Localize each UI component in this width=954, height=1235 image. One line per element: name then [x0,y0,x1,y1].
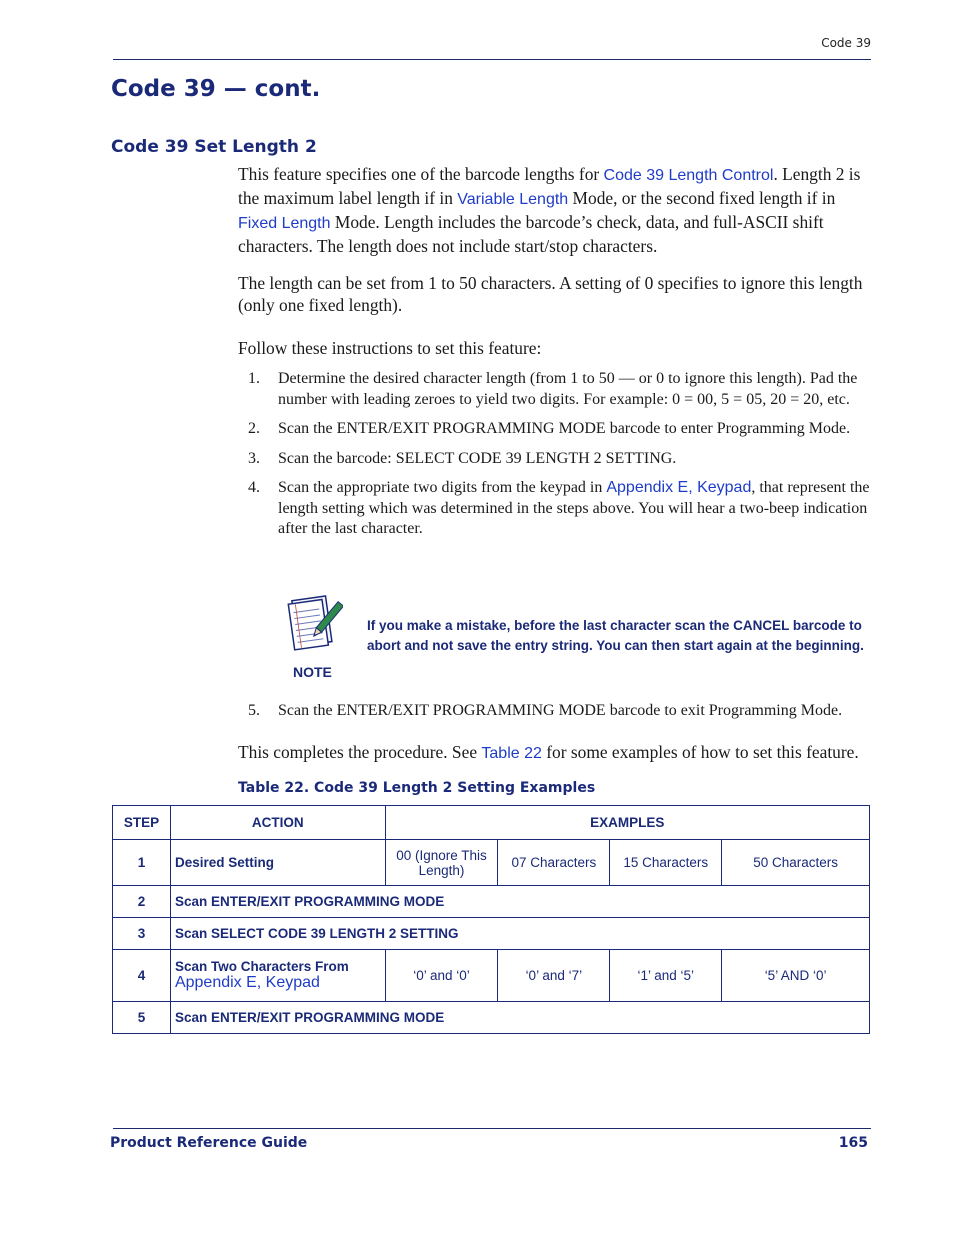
step-text: , that represent the length setting which was determined in the steps above. You will hear a two-beep indication after the last character. [278,479,870,537]
settings-examples-table [112,805,870,1034]
action-cell [170,950,385,1002]
example-cell: ‘0’ and ‘7’ [498,950,610,1002]
intro-text: This feature specifies one of the barcode lengths for [238,164,604,184]
step-item [248,449,870,470]
step-text: Scan the ENTER/EXIT PROGRAMMING MODE barcode to enter Programming Mode. [278,420,851,437]
action-text: Scan Two Characters From [174,959,349,974]
step-text: Determine the desired character length (from 1 to 50 — or 0 to ignore this length). Pad the number with leading zeroes to yield two digits. For example: 0 = 00, 5 = 05, 20 = 20, etc. [278,370,858,408]
example-cell: 07 Characters [498,840,610,886]
step-cell: 4 [113,950,171,1002]
note-text: If you make a mistake, before the last character scan the CANCEL barcode to abort and not save the entry string. You can then start again at the beginning. [367,618,864,653]
action-cell: Scan SELECT CODE 39 LENGTH 2 SETTING [170,918,869,950]
closing-paragraph [238,741,870,765]
section-title: Code 39 Set Length 2 [111,137,317,157]
closing-text: for some examples of how to set this feature. [541,742,859,762]
action-cell: Scan ENTER/EXIT PROGRAMMING MODE [170,1002,869,1034]
table-caption: Table 22. Code 39 Length 2 Setting Examples [238,780,596,796]
table-row [113,950,870,1002]
header-examples: EXAMPLES [385,806,869,840]
step-number: 4. [248,479,260,496]
header-step: STEP [113,806,171,840]
intro-paragraph [238,163,870,257]
table-row [113,918,870,950]
variable-length-link[interactable]: Variable Length [457,191,569,208]
step-number: 3. [248,449,260,467]
example-cell: ‘0’ and ‘0’ [385,950,498,1002]
code39-length-control-link[interactable]: Code 39 Length Control [603,167,774,184]
example-cell: 50 Characters [722,840,870,886]
example-cell: ‘1’ and ‘5’ [610,950,722,1002]
step-number: 5. [248,702,260,719]
table-22-link[interactable]: Table 22 [481,745,542,762]
step-cell: 5 [113,1002,171,1034]
steps-list [248,369,870,549]
intro-text: Mode. Length includes the barcode’s check, data, and full-ASCII shift characters. The length does not include start/stop characters. [238,212,824,256]
action-cell: Scan ENTER/EXIT PROGRAMMING MODE [170,886,869,918]
step-cell: 3 [113,918,171,950]
example-cell: 15 Characters [610,840,722,886]
step-item [248,701,870,722]
length-range-paragraph: The length can be set from 1 to 50 characters. A setting of 0 specifies to ignore this length (only one fixed length). [238,273,863,315]
footer-guide-title: Product Reference Guide [110,1135,308,1151]
fixed-length-link[interactable]: Fixed Length [238,215,331,232]
appendix-e-keypad-table-link[interactable]: Appendix E, Keypad [174,974,320,991]
header-section-label: Code 39 [821,36,871,50]
step-cell: 1 [113,840,171,886]
instructions-intro: Follow these instructions to set this feature: [238,338,542,358]
example-cell: ‘5’ AND ‘0’ [722,950,870,1002]
step-item [248,369,870,410]
step-text: Scan the appropriate two digits from the keypad in [278,479,607,496]
step-number: 2. [248,420,260,437]
intro-text: Mode, or the second fixed length if in [568,188,836,208]
header-rule [113,59,871,60]
intro-text: . Length 2 is the maximum label length if in [238,164,861,208]
table-row [113,840,870,886]
step-text: Scan the barcode: SELECT CODE 39 LENGTH 2 SETTING. [278,449,677,467]
closing-text: This completes the procedure. See [238,742,482,762]
appendix-e-keypad-link[interactable]: Appendix E, Keypad [606,479,752,496]
step-item [248,478,870,540]
step-item [248,419,870,440]
table-row [113,886,870,918]
page-number: 165 [838,1135,868,1151]
example-cell: 00 (Ignore This Length) [385,840,498,886]
header-action: ACTION [170,806,385,840]
step-text: Scan the ENTER/EXIT PROGRAMMING MODE barcode to exit Programming Mode. [278,702,843,719]
step-cell: 2 [113,886,171,918]
steps-list-continued [248,701,870,731]
note-label: NOTE [293,664,332,680]
table-header-row [113,806,870,840]
page-title: Code 39 — cont. [111,76,321,102]
table-row [113,1002,870,1034]
action-cell: Desired Setting [170,840,385,886]
footer-rule [113,1128,871,1129]
step-number: 1. [248,370,260,387]
note-pencil-icon [285,592,343,652]
